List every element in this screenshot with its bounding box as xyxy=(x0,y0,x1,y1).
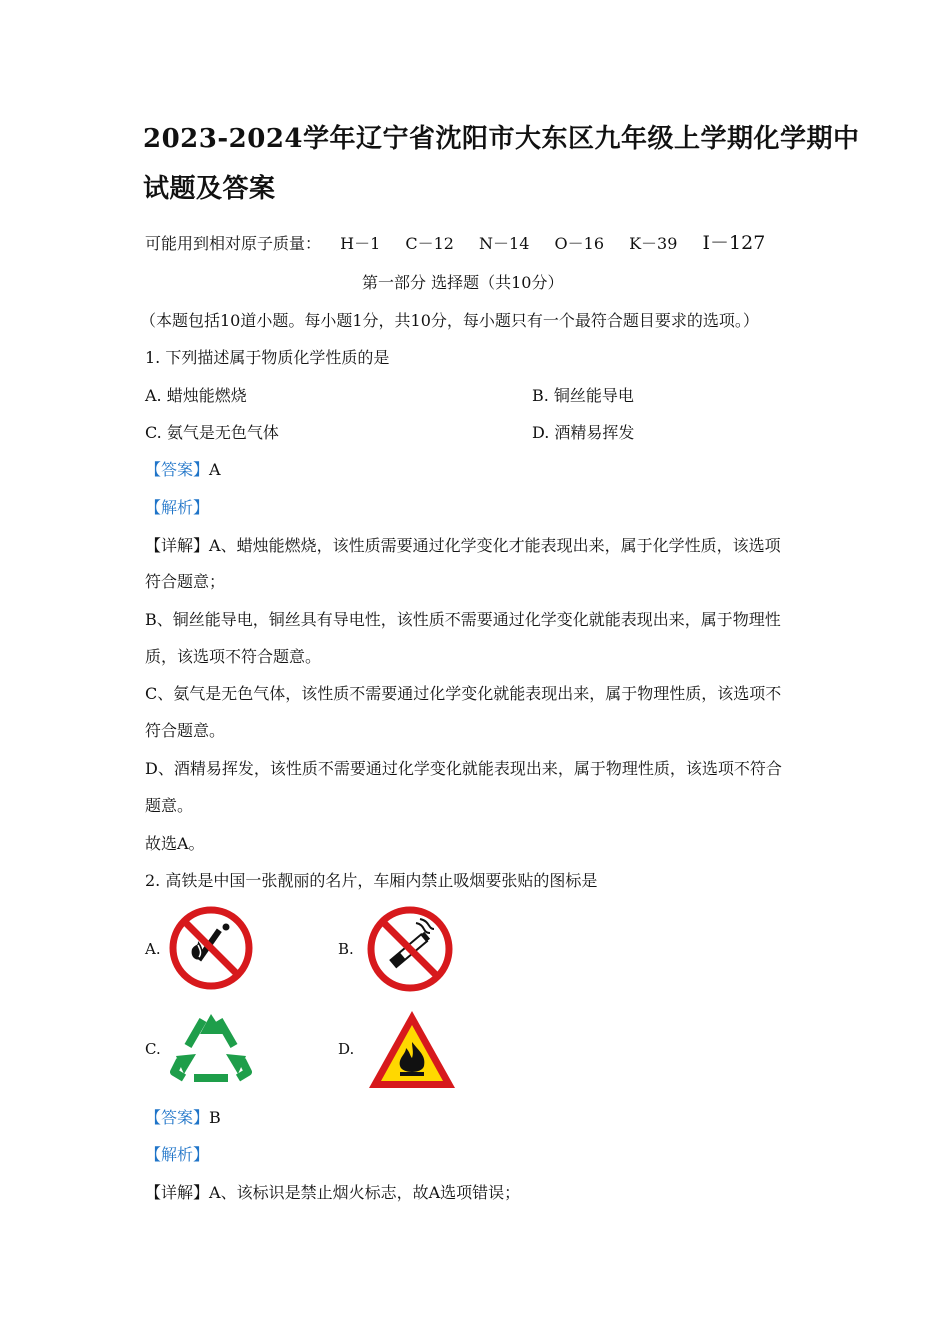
question-1-detail-a-line-1 xyxy=(145,535,781,557)
atomic-mass-i: I－127 xyxy=(702,232,766,254)
atomic-mass-k: K－39 xyxy=(629,234,678,253)
detail-text: A、蜡烛能燃烧，该性质需要通过化学变化才能表现出来，属于化学性质，该选项 xyxy=(209,536,781,555)
detail-text: A、该标识是禁止烟火标志，故A选项错误； xyxy=(209,1183,521,1202)
atomic-mass-line xyxy=(145,228,785,255)
answer-value: A xyxy=(209,460,221,479)
question-2-label-d: D. xyxy=(338,1040,355,1058)
question-1-detail-d-line-1: D、酒精易挥发，该性质不需要通过化学变化就能表现出来，属于物理性质，该选项不符合 xyxy=(145,759,782,778)
atomic-mass-o: O－16 xyxy=(554,234,604,253)
detail-tag: 【详解】 xyxy=(145,536,210,555)
atomic-mass-label: 可能用到相对原子质量： xyxy=(145,234,322,253)
atomic-mass-c: C－12 xyxy=(405,234,454,253)
question-2-stem: 2. 高铁是中国一张靓丽的名片，车厢内禁止吸烟要张贴的图标是 xyxy=(145,871,598,890)
question-1-detail-b-line-1: B、铜丝能导电，铜丝具有导电性，该性质不需要通过化学变化就能表现出来，属于物理性 xyxy=(145,610,781,629)
question-1-detail-a-line-2: 符合题意； xyxy=(145,572,226,591)
question-1-detail-d-line-2: 题意。 xyxy=(145,796,194,815)
detail-tag: 【详解】 xyxy=(145,1183,210,1202)
question-2-analysis-tag: 【解析】 xyxy=(145,1145,210,1164)
no-smoking-icon xyxy=(366,905,454,993)
question-2-detail-a xyxy=(145,1182,520,1204)
answer-tag: 【答案】 xyxy=(145,460,210,479)
answer-tag: 【答案】 xyxy=(145,1108,210,1127)
atomic-mass-h: H－1 xyxy=(340,234,381,253)
question-1-option-b: B. 铜丝能导电 xyxy=(532,386,634,405)
no-fire-icon xyxy=(168,905,254,991)
question-1-stem: 1. 下列描述属于物质化学性质的是 xyxy=(145,348,390,367)
question-2-label-c: C. xyxy=(145,1040,161,1058)
section-note: （本题包括10道小题。每小题1分，共10分，每小题只有一个最符合题目要求的选项。） xyxy=(140,311,759,330)
atomic-mass-n: N－14 xyxy=(479,234,530,253)
question-1-analysis-tag: 【解析】 xyxy=(145,498,210,517)
flammable-warning-icon xyxy=(366,1008,458,1092)
section-heading: 第一部分 选择题（共10分） xyxy=(362,273,564,292)
question-1-answer xyxy=(145,459,221,481)
answer-value: B xyxy=(209,1108,221,1127)
question-1-option-c: C. 氨气是无色气体 xyxy=(145,423,279,442)
question-2-label-b: B. xyxy=(338,940,354,958)
document-title-line-1: 2023-2024学年辽宁省沈阳市大东区九年级上学期化学期中 xyxy=(143,124,860,154)
document-title-line-2: 试题及答案 xyxy=(143,174,276,204)
recycle-icon xyxy=(170,1012,252,1086)
question-2-label-a: A. xyxy=(145,940,161,958)
question-1-option-a: A. 蜡烛能燃烧 xyxy=(145,386,247,405)
question-2-answer xyxy=(145,1107,221,1129)
question-1-detail-c-line-2: 符合题意。 xyxy=(145,721,226,740)
question-1-conclusion: 故选A。 xyxy=(145,834,205,853)
question-1-option-d: D. 酒精易挥发 xyxy=(532,423,635,442)
question-1-detail-c-line-1: C、氨气是无色气体，该性质不需要通过化学变化就能表现出来，属于物理性质，该选项不 xyxy=(145,684,782,703)
question-1-detail-b-line-2: 质，该选项不符合题意。 xyxy=(145,647,322,666)
